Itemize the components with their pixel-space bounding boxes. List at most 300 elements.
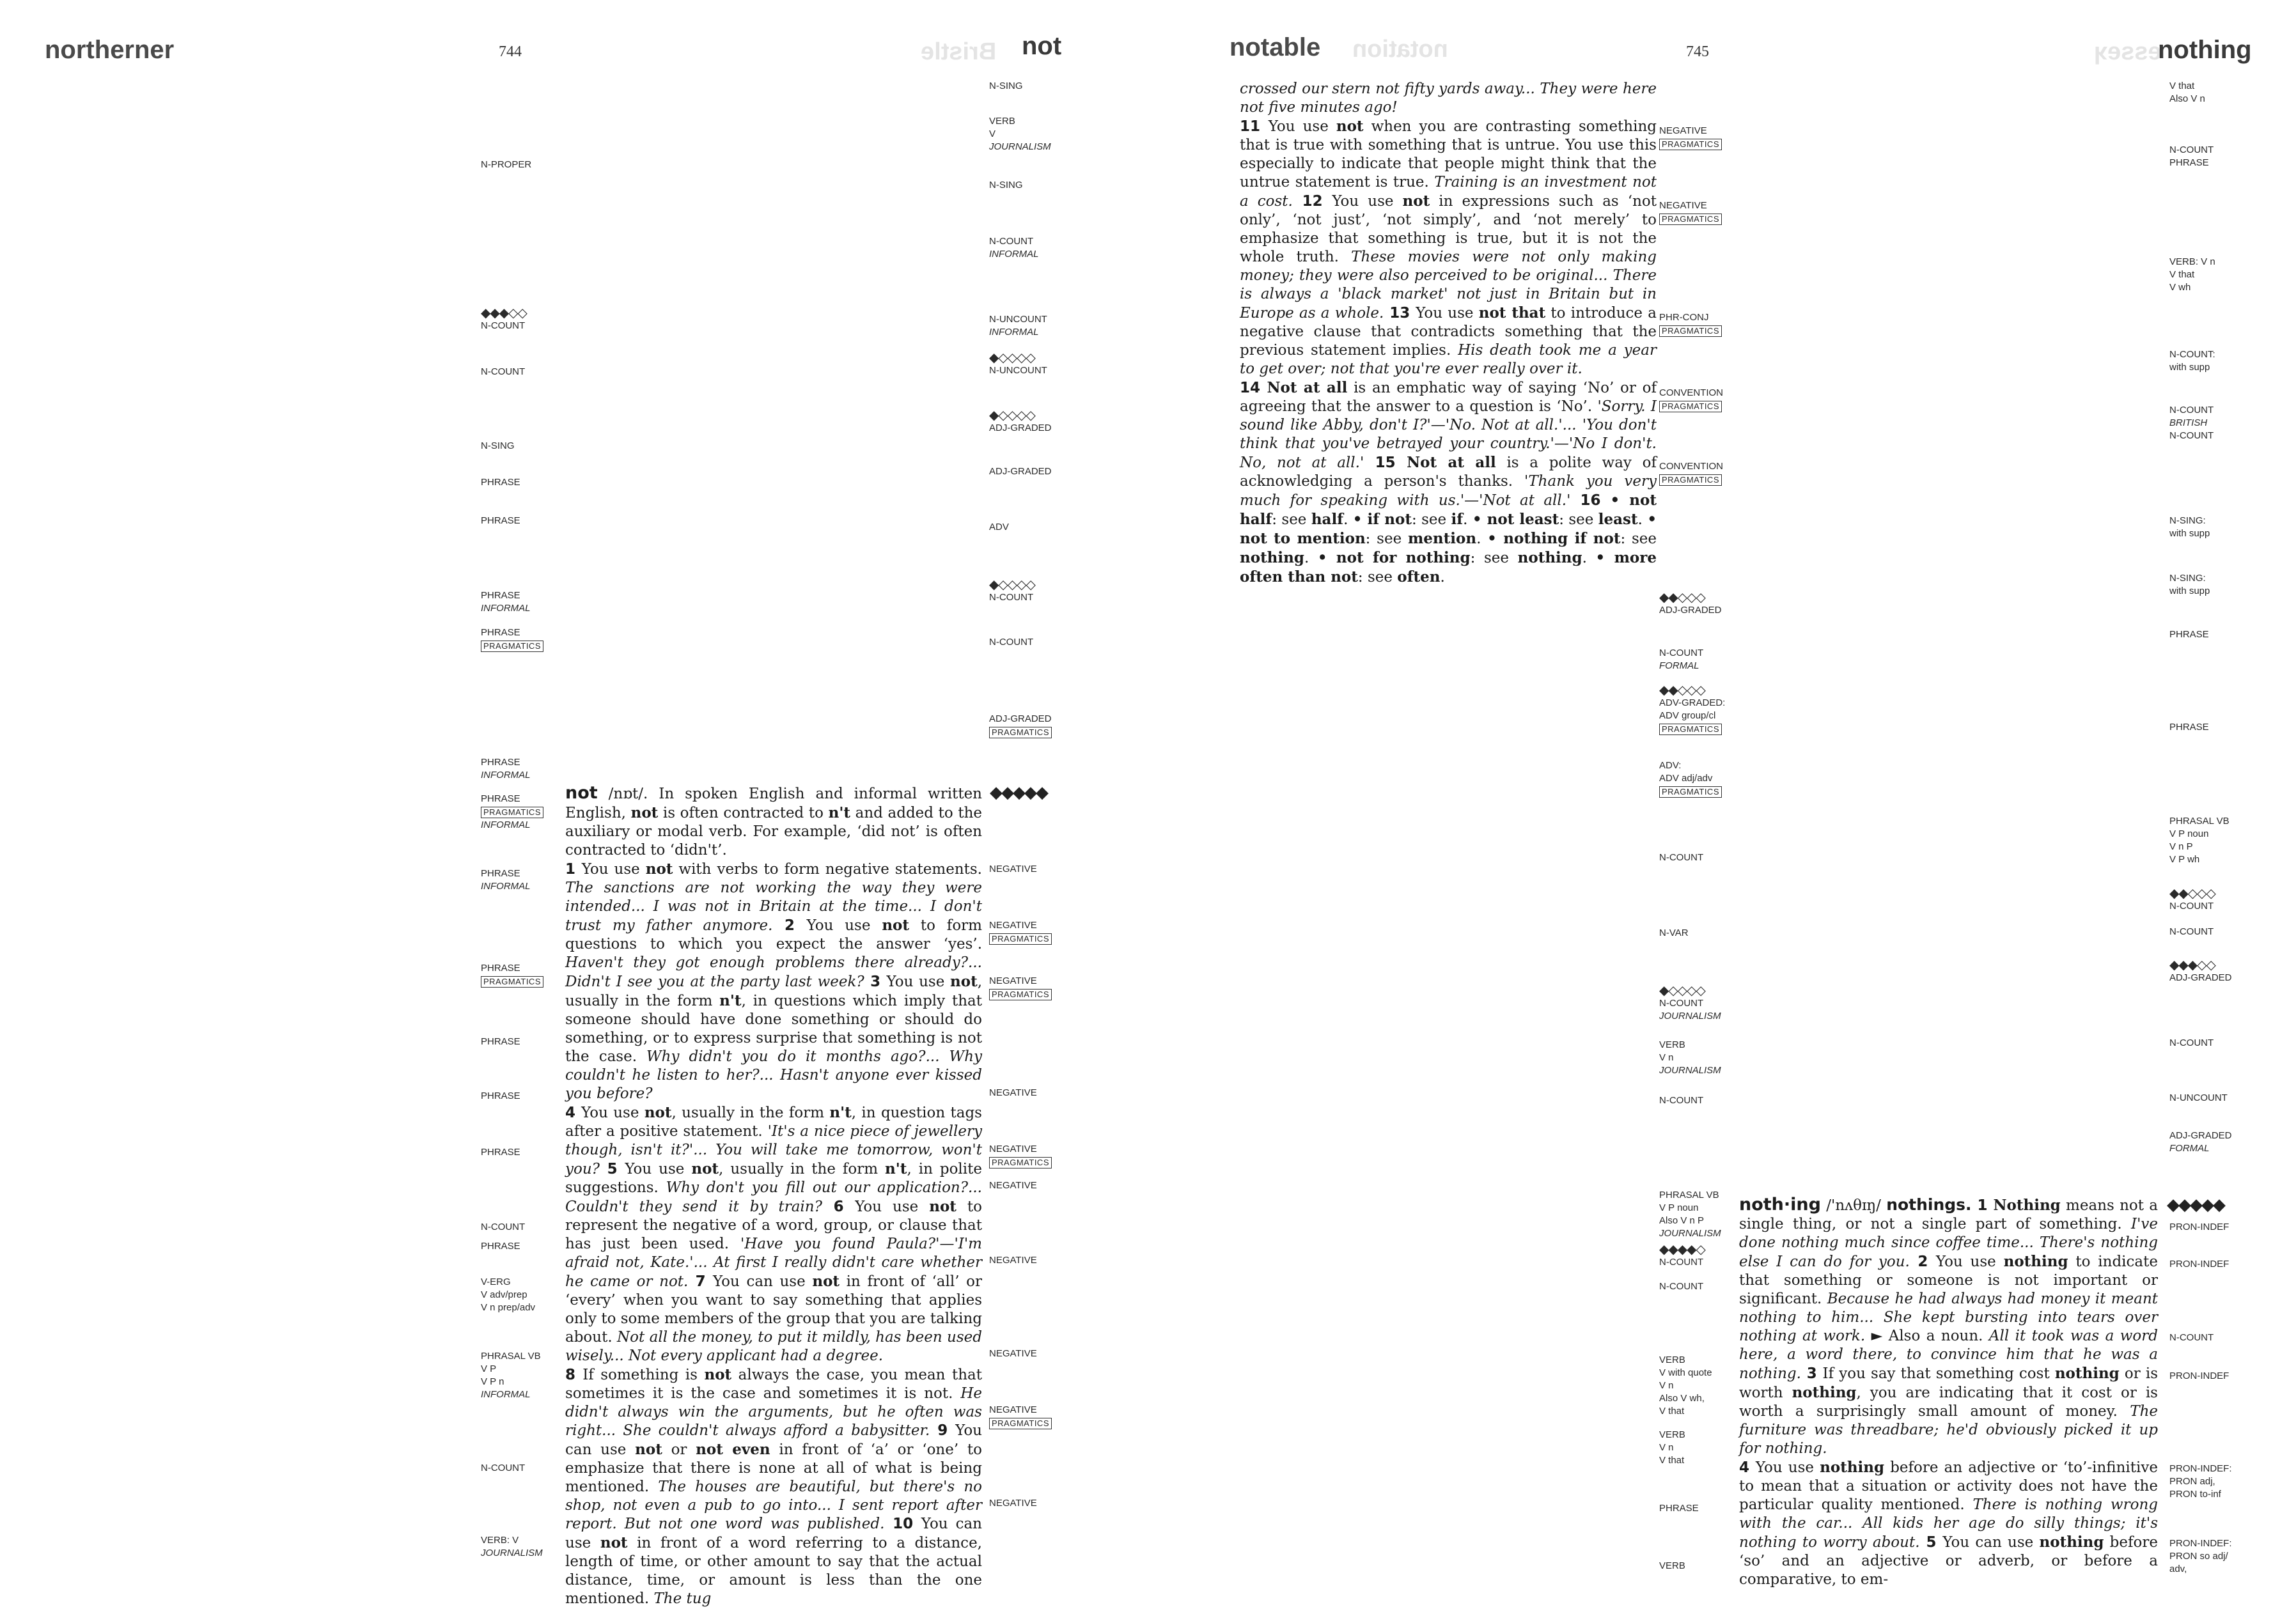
label-line: with supp (2169, 528, 2210, 539)
grammar-label (1659, 684, 1725, 736)
label-line: N-UNCOUNT (989, 365, 1047, 376)
keyword: mention (1407, 530, 1477, 547)
pragmatics-box: PRAGMATICS (481, 641, 543, 652)
sense-number: 9 (930, 1422, 956, 1439)
sense-number: 3 (1800, 1365, 1823, 1382)
frequency-diamonds: ◆◆◇◇◇ (1659, 683, 1705, 697)
grammar-label (2169, 1537, 2232, 1576)
grammar-label (2169, 1130, 2232, 1155)
label-line: NEGATIVE (989, 1498, 1037, 1509)
label-line: VERB (1659, 1355, 1685, 1365)
grammar-label (481, 1276, 535, 1314)
example-text: The sanctions are not working the way they were intended... I was not in Britain at the time... I don't trust my father anymore. (565, 880, 982, 934)
grammar-label (2169, 1463, 2232, 1501)
entry-paragraph (1240, 378, 1657, 587)
grammar-label (1659, 984, 1721, 1023)
definition-text: to form questions to which you expect the answer ‘yes’. (565, 917, 982, 952)
label-line: V n prep/adv (481, 1302, 536, 1313)
label-line: N-COUNT (989, 592, 1034, 603)
guide-word-left: notable (1230, 33, 1321, 61)
definition-text: . (1637, 511, 1648, 528)
definition-text: , you are indicating that it cost or is worth a surprisingly small amount of money. (1739, 1385, 2158, 1420)
definition-text: : see (1272, 511, 1311, 528)
example-text: His death took me a year to get over; not that you're ever really over it. (1240, 342, 1657, 377)
grammar-label (1659, 1243, 1705, 1269)
label-line: INFORMAL (989, 249, 1039, 260)
definition-text: You use (625, 1161, 692, 1177)
definition-text: . (1463, 511, 1472, 528)
example-text: All it took was a word here, a word there, to convince him that he was a nothing. (1739, 1328, 2158, 1382)
frequency-diamonds: ◆◇◇◇◇ (1659, 984, 1705, 998)
label-line: V P (481, 1363, 497, 1374)
bleed-through-guide: notation (1352, 36, 1448, 63)
label-line: PHRASE (481, 963, 520, 974)
entry-pronunciation: /'nʌθɪŋ/ (1826, 1197, 1881, 1214)
grammar-label (1659, 1280, 1703, 1293)
example-text: Because he had always had money it meant nothing to him... She kept bursting into tears over nothing at work. (1739, 1291, 2158, 1344)
label-line: PRON-INDEF (2169, 1259, 2230, 1270)
keyword: Not at all (1407, 454, 1496, 471)
keyword: • not to mention (1240, 511, 1657, 547)
keyword: • not least (1472, 511, 1559, 528)
definition-text: You can use (713, 1273, 813, 1290)
grammar-label (989, 636, 1033, 649)
label-line: INFORMAL (481, 770, 531, 780)
keyword: if (1451, 511, 1464, 528)
grammar-label (2169, 80, 2205, 105)
grammar-label (989, 409, 1052, 435)
keyword: nothing (2039, 1534, 2104, 1551)
label-line: PHRASE (481, 1091, 520, 1101)
sense-number: 2 (772, 917, 807, 934)
grammar-label (481, 159, 531, 171)
grammar-label (2169, 1037, 2214, 1050)
label-line: N-SING: (2169, 515, 2206, 526)
example-text: Training is an investment not a cost. (1240, 174, 1657, 210)
keyword: not (600, 1534, 628, 1551)
label-line: V (989, 128, 996, 139)
definition-text: . (1582, 550, 1596, 566)
label-line: PHRASAL VB (1659, 1190, 1719, 1200)
definition-text: and added to the auxiliary or modal verb. For example, ‘did not’ is often contracted to ‘didn't’. (565, 805, 983, 858)
label-line: N-COUNT (2169, 405, 2214, 415)
keyword: Not at all (1267, 379, 1348, 396)
keyword: n't (885, 1160, 907, 1177)
label-line: PHRASE (481, 627, 520, 638)
sense-number: 3 (864, 974, 887, 990)
keyword: not (950, 973, 978, 990)
keyword: • more often than not (1240, 549, 1657, 586)
example-text: crossed our stern not fifty yards away... They were here not five minutes ago! (1240, 81, 1657, 116)
grammar-label (1659, 1189, 1721, 1240)
definition-text: You use (581, 861, 646, 878)
grammar-label (989, 313, 1047, 339)
entry-plural: nothings. (1886, 1195, 1972, 1214)
label-line: NEGATIVE (989, 975, 1037, 986)
label-line: NEGATIVE (989, 1087, 1037, 1098)
pragmatics-box: PRAGMATICS (1659, 214, 1722, 225)
definition-text: : see (1559, 511, 1598, 528)
grammar-label (989, 80, 1023, 93)
grammar-label (989, 975, 1052, 1001)
keyword: nothing (1792, 1384, 1857, 1401)
grammar-label (481, 793, 543, 832)
keyword: not (644, 1104, 672, 1121)
label-line: PHRASE (481, 1147, 520, 1158)
page-number: 744 (499, 43, 522, 60)
grammar-label (2169, 256, 2215, 294)
label-line: N-COUNT (989, 637, 1034, 648)
label-line: PHRASE (481, 793, 520, 804)
entry-paragraph (1739, 1458, 2158, 1589)
keyword: nothing (2054, 1365, 2120, 1382)
grammar-label (2169, 815, 2230, 866)
label-line: N-COUNT (2169, 1037, 2214, 1048)
definition-text: You can use (565, 1422, 982, 1458)
label-line: N-COUNT (2169, 901, 2214, 912)
grammar-label (2169, 959, 2232, 984)
keyword: half (1311, 511, 1344, 528)
label-line: JOURNALISM (989, 141, 1051, 152)
grammar-label (2169, 348, 2215, 374)
grammar-label (989, 579, 1035, 604)
definition-text: ► Also a noun. (1865, 1328, 1989, 1344)
sense-number: 5 (1919, 1534, 1943, 1551)
grammar-label (481, 307, 527, 332)
bleed-through-guide: Bristle (921, 38, 997, 65)
grammar-label (481, 589, 531, 615)
keyword: not (645, 860, 673, 878)
pragmatics-box: PRAGMATICS (989, 933, 1052, 945)
label-line: VERB (1659, 1039, 1685, 1050)
definition-text: to indicate that something or someone is not important or significant. (1739, 1254, 2158, 1307)
entry-headword: not (565, 783, 598, 803)
pragmatics-box: PRAGMATICS (989, 1418, 1052, 1429)
sense-number: 16 (1570, 492, 1611, 509)
label-line: ADJ-GRADED (1659, 605, 1722, 616)
keyword: n't (829, 1104, 852, 1121)
definition-text: , usually in the form (671, 1105, 830, 1121)
label-line: PRON-INDEF: (2169, 1463, 2232, 1474)
entry-paragraph (565, 1365, 982, 1608)
entry-nothing-head-paragraph (1739, 1195, 2158, 1458)
grammar-label (481, 962, 543, 988)
definition-text: in front of a word referring to a distance, length of time, or other amount to say that the actual distance, time, or amount is less than the one mentioned. (565, 1535, 982, 1607)
grammar-label (481, 1462, 525, 1475)
label-line: ADV-GRADED: (1659, 697, 1726, 708)
definition-text: , usually in the form (565, 974, 982, 1009)
definition-text: : see (1357, 569, 1398, 586)
grammar-label (481, 867, 531, 893)
label-line: N-SING: (2169, 573, 2206, 584)
grammar-label (989, 115, 1051, 153)
sense-number: 12 (1292, 193, 1332, 210)
label-line: ADV: (1659, 760, 1682, 771)
grammar-label (1659, 927, 1689, 940)
sense-number: 6 (822, 1199, 855, 1215)
grammar-label (989, 863, 1037, 876)
example-text: The houses are beautiful, but there's no shop, not even a pub to go into... I sent report after report. But not one word was published. (565, 1479, 983, 1532)
grammar-label (481, 1090, 520, 1103)
example-text: Why don't you fill out our application?... Couldn't they send it by train? (565, 1179, 982, 1215)
definition-text: If something is (582, 1367, 705, 1383)
label-line: PHRASE (1659, 1503, 1699, 1514)
grammar-label (481, 1146, 520, 1159)
label-line: V with quote (1659, 1367, 1712, 1378)
grammar-label (481, 1036, 520, 1048)
label-line: N-COUNT (989, 236, 1034, 247)
label-line: N-COUNT (2169, 1332, 2214, 1343)
grammar-label (481, 1350, 541, 1401)
label-line: V wh (2169, 282, 2191, 293)
grammar-label (1659, 759, 1722, 798)
label-line: V P wh (2169, 854, 2200, 865)
pragmatics-box: PRAGMATICS (989, 1157, 1052, 1169)
grammar-label (2169, 404, 2214, 442)
right-page (1148, 0, 2296, 1623)
label-line: ADV group/cl (1659, 710, 1716, 721)
label-line: NEGATIVE (1659, 200, 1707, 211)
definition-text: In spoken English and informal written English, (565, 786, 982, 821)
grammar-label (1659, 1502, 1699, 1515)
definition-text: You use (1268, 118, 1336, 135)
label-line: PRON adj, (2169, 1476, 2215, 1487)
definition-text: You use (1416, 305, 1479, 322)
label-line: PHRASE (481, 590, 520, 601)
example-text: Not all the money, to put it mildly, has been used wisely... Not every applicant had a degree. (565, 1329, 982, 1364)
keyword: nothing (1517, 549, 1582, 566)
label-line: V n (1659, 1380, 1674, 1391)
keyword: often (1397, 568, 1441, 586)
entry-not-continued (1240, 80, 1657, 587)
grammar-label (481, 440, 515, 453)
label-line: Also V n P (1659, 1215, 1705, 1226)
label-line: PHRASAL VB (2169, 816, 2230, 827)
entry-sense-text (1739, 1197, 2158, 1457)
definition-text: when you are contrasting something that is true with something that is untrue. You use this especially to indicate that people might think that the untrue statement is true. (1240, 118, 1657, 190)
label-line: N-COUNT (1659, 852, 1704, 863)
frequency-diamonds: ◆◇◇◇◇ (989, 351, 1035, 365)
label-line: V P noun (1659, 1202, 1699, 1213)
label-line: PHR-CONJ (1659, 312, 1709, 323)
grammar-label (481, 1221, 525, 1234)
example-text: These movies were not only making money; they were also perceived to be original... There is always a 'black market' not just in Britain but in Europe as a whole. (1240, 249, 1657, 322)
keyword: • if not (1352, 511, 1412, 528)
pragmatics-box: PRAGMATICS (1659, 325, 1722, 337)
label-line: with supp (2169, 586, 2210, 596)
grammar-label (989, 1497, 1037, 1510)
definition-text: You use (581, 1105, 644, 1121)
frequency-diamonds: ◆◆◆◆◆ (990, 783, 1047, 802)
label-line: V adv/prep (481, 1289, 527, 1300)
entry-paragraph (1240, 80, 1657, 117)
label-line: N-COUNT (1659, 648, 1704, 658)
label-line: N-UNCOUNT (2169, 1092, 2228, 1103)
label-line: PHRASE (481, 477, 520, 488)
label-line: FORMAL (2169, 1143, 2210, 1154)
keyword: not (929, 1198, 957, 1215)
grammar-label (2169, 1332, 2214, 1344)
keyword: not (1336, 118, 1364, 135)
keyword: not (704, 1366, 732, 1383)
example-text: 'It's a nice piece of jewellery though, isn't it?'... You will take me tomorrow, won't you? (565, 1123, 982, 1177)
definition-text: with verbs to form negative statements. (673, 861, 982, 878)
label-line: N-COUNT (1659, 1281, 1704, 1292)
label-line: V that (2169, 269, 2195, 280)
label-line: ADJ-GRADED (2169, 1130, 2232, 1141)
entry-paragraph (565, 1103, 982, 1365)
pragmatics-box: PRAGMATICS (989, 989, 1052, 1000)
grammar-label (2169, 887, 2215, 913)
grammar-label (989, 1143, 1052, 1169)
frequency-diamonds: ◆◇◇◇◇ (989, 578, 1035, 592)
keyword: not that (1478, 304, 1546, 322)
label-line: PHRASE (481, 1036, 520, 1047)
frequency-diamonds: ◆◆◆◆◆ (2167, 1195, 2224, 1215)
example-text: The tug (653, 1590, 712, 1607)
pragmatics-box: PRAGMATICS (1659, 474, 1722, 486)
definition-text: , in question tags after a positive statement. (565, 1105, 982, 1140)
sense-number: 13 (1384, 305, 1416, 322)
sense-number: 1 (1971, 1197, 1994, 1214)
label-line: ADJ-GRADED (989, 466, 1052, 477)
label-line: FORMAL (1659, 660, 1699, 671)
definition-text: is a polite way of acknowledging a person's thanks. (1240, 454, 1657, 490)
grammar-label (989, 1347, 1037, 1360)
guide-word-left: northerner (45, 36, 175, 64)
definition-text: or (662, 1441, 696, 1458)
grammar-label (2169, 144, 2214, 169)
label-line: Also V n (2169, 93, 2205, 104)
grammar-label (481, 756, 531, 782)
page-number: 745 (1686, 43, 1709, 60)
label-line: PHRASE (2169, 722, 2209, 733)
label-line: ADJ-GRADED (989, 713, 1052, 724)
sense-number: 8 (565, 1367, 583, 1383)
entry-paragraph (565, 860, 982, 1103)
grammar-label (1659, 1354, 1712, 1418)
label-line: INFORMAL (481, 819, 531, 830)
definition-text: You use (886, 974, 950, 990)
entry-nothing (1739, 1195, 2158, 1589)
definition-text: in front of ‘all’ or ‘every’ when you want to say something that applies only to some members of the group that you are talking about. (565, 1273, 982, 1346)
sense-number: 2 (1909, 1254, 1936, 1270)
grammar-label (989, 1179, 1037, 1192)
sense-number: 4 (565, 1105, 582, 1121)
pragmatics-box: PRAGMATICS (481, 807, 543, 818)
definition-text: to introduce a negative clause that contradicts something that the previous statement implies. (1240, 305, 1657, 359)
entry-senses (1739, 1458, 2158, 1589)
example-text: I've done nothing much since coffee time... There's nothing else I can do for you. (1739, 1216, 2158, 1270)
bleed-through-guide-right: esseʞ (2094, 38, 2162, 65)
label-line: CONVENTION (1659, 387, 1724, 398)
label-line: N-COUNT (481, 1222, 526, 1232)
label-line: NEGATIVE (989, 1348, 1037, 1359)
sense-number: 4 (1739, 1459, 1756, 1476)
definition-text: You use (855, 1199, 930, 1215)
frequency-diamonds: ◆◇◇◇◇ (989, 408, 1035, 423)
definition-text: : see (1470, 550, 1518, 566)
label-line: ADJ-GRADED (989, 423, 1052, 433)
pragmatics-box: PRAGMATICS (989, 727, 1052, 738)
label-line: V that (1659, 1455, 1685, 1466)
label-line: V-ERG (481, 1277, 511, 1287)
grammar-label (1659, 1039, 1721, 1077)
grammar-label (2169, 1370, 2229, 1383)
sense-number: 14 (1240, 380, 1267, 396)
definition-text: in front of ‘a’ or ‘one’ to emphasize that there is none at all of what is being mentioned. (565, 1441, 982, 1495)
keyword: nothing (1820, 1459, 1885, 1476)
frequency-diamonds: ◆◆◇◇◇ (1659, 591, 1705, 605)
grammar-label (989, 919, 1052, 945)
definition-text: : see (1620, 531, 1657, 547)
label-line: BRITISH (2169, 417, 2208, 428)
keyword: not (1402, 192, 1430, 210)
grammar-label (2169, 1258, 2229, 1271)
grammar-label (481, 1240, 520, 1253)
grammar-label (989, 713, 1052, 739)
label-line: V that (1659, 1406, 1685, 1417)
label-line: N-COUNT (481, 1463, 526, 1473)
keyword: n't (719, 992, 742, 1009)
keyword: n't (828, 804, 851, 821)
grammar-label (1659, 311, 1722, 338)
label-line: JOURNALISM (481, 1548, 543, 1558)
definition-text: , in polite suggestions. (565, 1161, 982, 1196)
definition-text: You use (1755, 1459, 1820, 1476)
label-line: INFORMAL (481, 1389, 531, 1400)
example-text: 'Thank you very much for speaking with us.'—'Not at all.' (1240, 473, 1657, 509)
keyword: not (882, 917, 910, 934)
keyword: least (1598, 511, 1638, 528)
frequency-diamonds: ◆◆◆◆◇ (1659, 1243, 1705, 1257)
label-line: Also V wh, (1659, 1393, 1705, 1404)
definition-text: You use (1935, 1254, 2004, 1270)
definition-text: You use (1332, 193, 1403, 210)
grammar-label (1659, 647, 1703, 672)
label-line: N-COUNT: (2169, 349, 2215, 360)
label-line: V P noun (2169, 828, 2209, 839)
label-line: ADJ-GRADED (2169, 972, 2232, 983)
grammar-label (481, 1534, 543, 1560)
label-line: PHRASAL VB (481, 1351, 541, 1362)
grammar-label (989, 235, 1039, 261)
sense-number: 5 (600, 1161, 625, 1177)
definition-text: . (1440, 569, 1445, 586)
grammar-label (2169, 721, 2209, 734)
label-line: N-COUNT (481, 320, 526, 331)
label-line: N-COUNT (481, 366, 526, 377)
label-line: PHRASE (481, 757, 520, 768)
label-line: N-UNCOUNT (989, 314, 1047, 325)
frequency-diamonds: ◆◆◆◇◇ (2169, 958, 2215, 972)
keyword: nothing (2003, 1253, 2068, 1270)
grammar-label (1659, 387, 1723, 413)
grammar-label (1659, 1094, 1703, 1107)
definition-text: before ‘so’ and an adjective or adverb, or before a comparative, to em- (1739, 1534, 2158, 1588)
definition-text: is often contracted to (658, 805, 829, 821)
definition-text: If you say that something cost (1822, 1365, 2055, 1382)
example-text: He didn't always win the arguments, but he often was right... She couldn't always afford a babysitter. (565, 1385, 982, 1439)
pragmatics-box: PRAGMATICS (481, 976, 543, 988)
entry-paragraph (1240, 117, 1657, 378)
definition-text: You can use (565, 1516, 982, 1551)
grammar-label (989, 1087, 1037, 1099)
grammar-label (989, 521, 1009, 534)
label-line: PHRASE (2169, 629, 2209, 640)
grammar-label (2169, 515, 2210, 540)
label-line: N-SING (989, 180, 1023, 190)
